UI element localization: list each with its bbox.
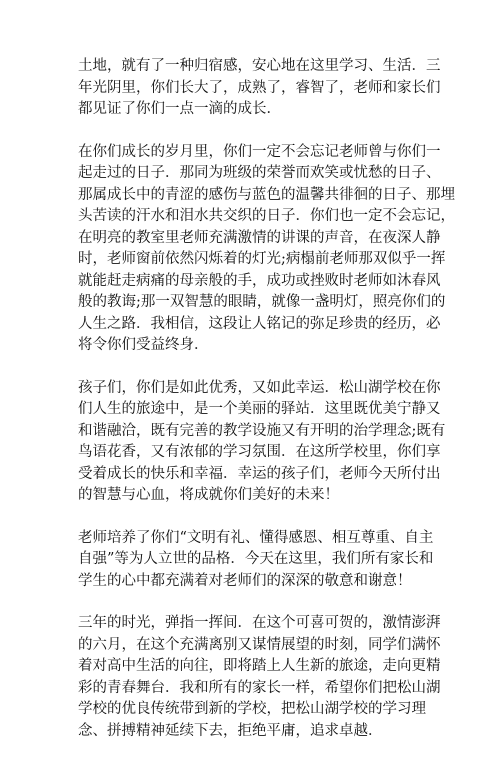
text-line: 受着成长的快乐和幸福．幸运的孩子们，老师今天所付出: [78, 465, 441, 482]
text-line: 的智慧与心血，将成就你们美好的未来！: [78, 487, 339, 503]
text-line: 人生之路．我相信，这段让人铭记的弥足珍贵的经历，必: [78, 315, 441, 332]
text-line: 头苦读的汗水和泪水共交织的日子．你们也一定不会忘记，: [78, 208, 455, 224]
text-line: 孩子们，你们是如此优秀，又如此幸运．松山湖学校在你: [78, 379, 441, 396]
text-line: 老师培养了你们“文明有礼、懂得感恩、相互尊重、自主: [78, 529, 434, 546]
text-line: 土地，就有了一种归宿感，安心地在这里学习、生活．三: [78, 58, 441, 74]
text-line: 三年的时光，弹指一挥间．在这个可喜可贺的，激情澎湃: [78, 615, 441, 631]
text-line: 学校的优良传统带到新的学校，把松山湖学校的学习理: [78, 701, 426, 717]
text-line: 就能赶走病痛的母亲般的手，成功或挫败时老师如沐春风: [78, 272, 441, 289]
text-line: 时，老师窗前依然闪烁着的灯光;病榻前老师那双似乎一挥: [78, 251, 446, 267]
text-line: 在你们成长的岁月里，你们一定不会忘记老师曾与你们一: [78, 143, 441, 160]
paragraph-4: [78, 528, 434, 593]
text-line: 们人生的旅途中，是一个美丽的驿站．这里既优美宁静又: [78, 401, 441, 417]
paragraph-5: [78, 613, 441, 742]
text-line: 般的教诲;那一双智慧的眼睛，就像一盏明灯，照亮你们的: [78, 294, 446, 310]
text-line: 在明亮的教室里老师充满激情的讲课的声音，在夜深人静: [78, 229, 441, 246]
text-line: 自强”等为人立世的品格．今天在这里，我们所有家长和: [78, 551, 434, 567]
text-line: 起走过的日子．那同为班级的荣誉而欢笑或忧愁的日子、: [78, 165, 441, 181]
document-body: [78, 56, 455, 763]
paragraph-3: [78, 378, 446, 507]
paragraph-1: [78, 56, 441, 121]
text-line: 和谐融洽，既有完善的教学设施又有开明的治学理念;既有: [78, 422, 446, 439]
text-line: 念、拼搏精神延续下去，拒绝平庸，追求卓越．: [78, 722, 383, 739]
text-line: 那属成长中的青涩的感伤与蓝色的温馨共徘徊的日子、那埋: [78, 186, 455, 203]
text-line: 着对高中生活的向往，即将踏上人生新的旅途，走向更精: [78, 658, 441, 674]
text-line: 将令你们受益终身．: [78, 337, 209, 353]
paragraph-2: [78, 142, 455, 357]
text-line: 都见证了你们一点一滴的成长．: [78, 101, 281, 117]
text-line: 学生的心中都充满着对老师们的深深的敬意和谢意！: [78, 572, 412, 589]
text-line: 年光阴里，你们长大了，成熟了，睿智了，老师和家长们: [78, 79, 441, 96]
text-line: 彩的青春舞台．我和所有的家长一样，希望你们把松山湖: [78, 679, 441, 696]
text-line: 鸟语花香，又有浓郁的学习氛围．在这所学校里，你们享: [78, 444, 441, 460]
text-line: 的六月，在这个充满离别又谋情展望的时刻，同学们满怀: [78, 636, 441, 653]
